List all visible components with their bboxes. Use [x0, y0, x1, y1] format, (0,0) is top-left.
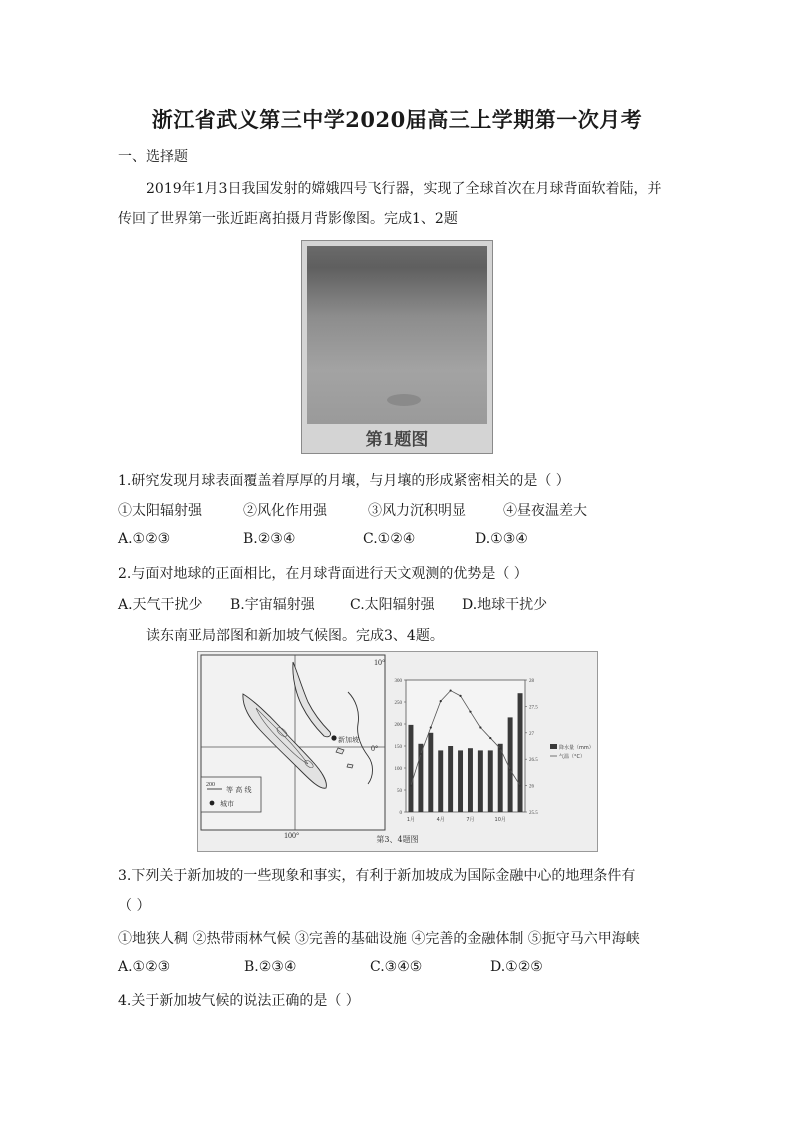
left-tick-label: 200	[394, 723, 402, 728]
figure1-caption: 第1题图	[365, 430, 429, 450]
precip-bar	[458, 750, 463, 812]
temperature-point	[519, 785, 521, 787]
lat-0-label: 0°	[371, 744, 379, 753]
temperature-point	[459, 695, 461, 697]
precip-bar	[408, 725, 413, 812]
precip-bar	[428, 733, 433, 812]
map-svg	[198, 652, 597, 851]
left-tick-label: 150	[394, 745, 402, 750]
temperature-point	[489, 737, 491, 739]
q1-choice-d[interactable]: D.①③④	[475, 531, 528, 547]
legend-contour-label: 等 高 线	[226, 786, 252, 794]
q3-stem-cont: （ ）	[118, 898, 151, 914]
x-tick-label: 10月	[494, 817, 506, 823]
intro-line-1: 2019年1月3日我国发射的嫦娥四号飞行器，实现了全球首次在月球背面软着陆，并	[146, 181, 662, 197]
q3-choices	[118, 959, 678, 975]
legend-city-label: 城市	[220, 800, 234, 808]
precip-bar	[468, 748, 473, 812]
q1-choice-c[interactable]: C.①②④	[363, 531, 416, 547]
figure2-caption: 第3、4题图	[376, 835, 419, 844]
left-tick-label: 0	[399, 811, 402, 816]
legend-city-swatch	[210, 801, 215, 806]
temperature-point	[450, 689, 452, 691]
precip-bar	[498, 744, 503, 812]
right-tick-label: 27	[529, 731, 534, 737]
right-tick-label: 27.5	[529, 705, 538, 711]
q3-choice-c[interactable]: C.③④⑤	[370, 959, 423, 975]
q1-item: ①太阳辐射强	[118, 503, 202, 519]
q1-item: ③风力沉积明显	[368, 503, 466, 519]
precip-bar	[478, 750, 483, 812]
q3-choice-a[interactable]: A.①②③	[118, 959, 171, 975]
singapore-city-dot	[331, 735, 336, 740]
temperature-point	[499, 748, 501, 750]
temperature-point	[469, 711, 471, 713]
q1-stem: 1.研究发现月球表面覆盖着厚厚的月壤，与月壤的形成紧密相关的是（ ）	[118, 473, 570, 489]
map-and-climate-figure	[197, 651, 598, 852]
q3-choice-d[interactable]: D.①②⑤	[490, 959, 543, 975]
left-tick-label: 250	[394, 701, 402, 706]
intro-line-2: 传回了世界第一张近距离拍摄月背影像图。完成1、2题	[118, 211, 458, 227]
left-tick-label: 50	[397, 789, 402, 794]
temperature-point	[509, 769, 511, 771]
moon-surface-image	[307, 246, 487, 424]
x-tick-label: 4月	[436, 817, 445, 823]
temperature-point	[410, 785, 412, 787]
temperature-point	[420, 753, 422, 755]
moon-surface-photo	[301, 240, 493, 454]
right-tick-label: 26.5	[529, 758, 538, 764]
page-title: 浙江省武义第三中学2020届高三上学期第一次月考	[151, 107, 643, 132]
q1-choice-a[interactable]: A.①②③	[118, 531, 171, 547]
section-heading: 一、选择题	[118, 149, 188, 165]
legend-precip-swatch	[550, 744, 557, 749]
left-tick-label: 300	[394, 679, 402, 684]
q2-stem: 2.与面对地球的正面相比，在月球背面进行天文观测的优势是（ ）	[118, 566, 528, 582]
legend-contour-value: 200	[206, 782, 215, 788]
q3-items: ①地狭人稠 ②热带雨林气候 ③完善的基础设施 ④完善的金融体制 ⑤扼守马六甲海峡	[118, 931, 640, 947]
q1-item: ④昼夜温差大	[503, 503, 587, 519]
precip-bar	[448, 746, 453, 812]
precip-bar	[438, 750, 443, 812]
q4-stem: 4.关于新加坡气候的说法正确的是（ ）	[118, 993, 360, 1009]
q1-item: ②风化作用强	[243, 503, 327, 519]
lat-10-label: 10°	[374, 658, 386, 667]
q2-choice-c[interactable]: C.太阳辐射强	[350, 597, 435, 613]
climate-chart	[395, 679, 594, 823]
right-tick-label: 25.5	[529, 811, 538, 816]
q2-choice-a[interactable]: A.天气干扰少	[118, 597, 203, 613]
temperature-point	[430, 726, 432, 728]
temperature-point	[440, 700, 442, 702]
q3-choice-b[interactable]: B.②③④	[244, 959, 297, 975]
left-tick-label: 100	[394, 767, 402, 772]
x-tick-label: 7月	[466, 817, 475, 823]
q1-choice-b[interactable]: B.②③④	[243, 531, 296, 547]
island	[347, 764, 353, 768]
x-tick-label: 1月	[406, 817, 416, 823]
right-tick-label: 26	[529, 784, 534, 790]
precip-bar	[518, 693, 523, 812]
q2-choices	[118, 594, 678, 614]
intro2: 读东南亚局部图和新加坡气候图。完成3、4题。	[146, 628, 444, 644]
temperature-point	[479, 726, 481, 728]
legend-precip-label: 降水量（mm）	[559, 745, 594, 751]
q2-choice-d[interactable]: D.地球干扰少	[462, 597, 548, 613]
singapore-label: 新加坡	[338, 736, 359, 744]
precip-bar	[508, 717, 513, 812]
right-tick-label: 28	[529, 679, 534, 684]
q2-choice-b[interactable]: B.宇宙辐射强	[230, 597, 315, 613]
precip-bar	[488, 750, 493, 812]
q1-items	[118, 500, 678, 520]
legend-temp-label: 气温（°C）	[559, 754, 585, 760]
q3-stem: 3.下列关于新加坡的一些现象和事实，有利于新加坡成为国际金融中心的地理条件有	[118, 868, 636, 884]
q1-choices	[118, 531, 678, 547]
lon-100-label: 100°	[284, 831, 300, 840]
